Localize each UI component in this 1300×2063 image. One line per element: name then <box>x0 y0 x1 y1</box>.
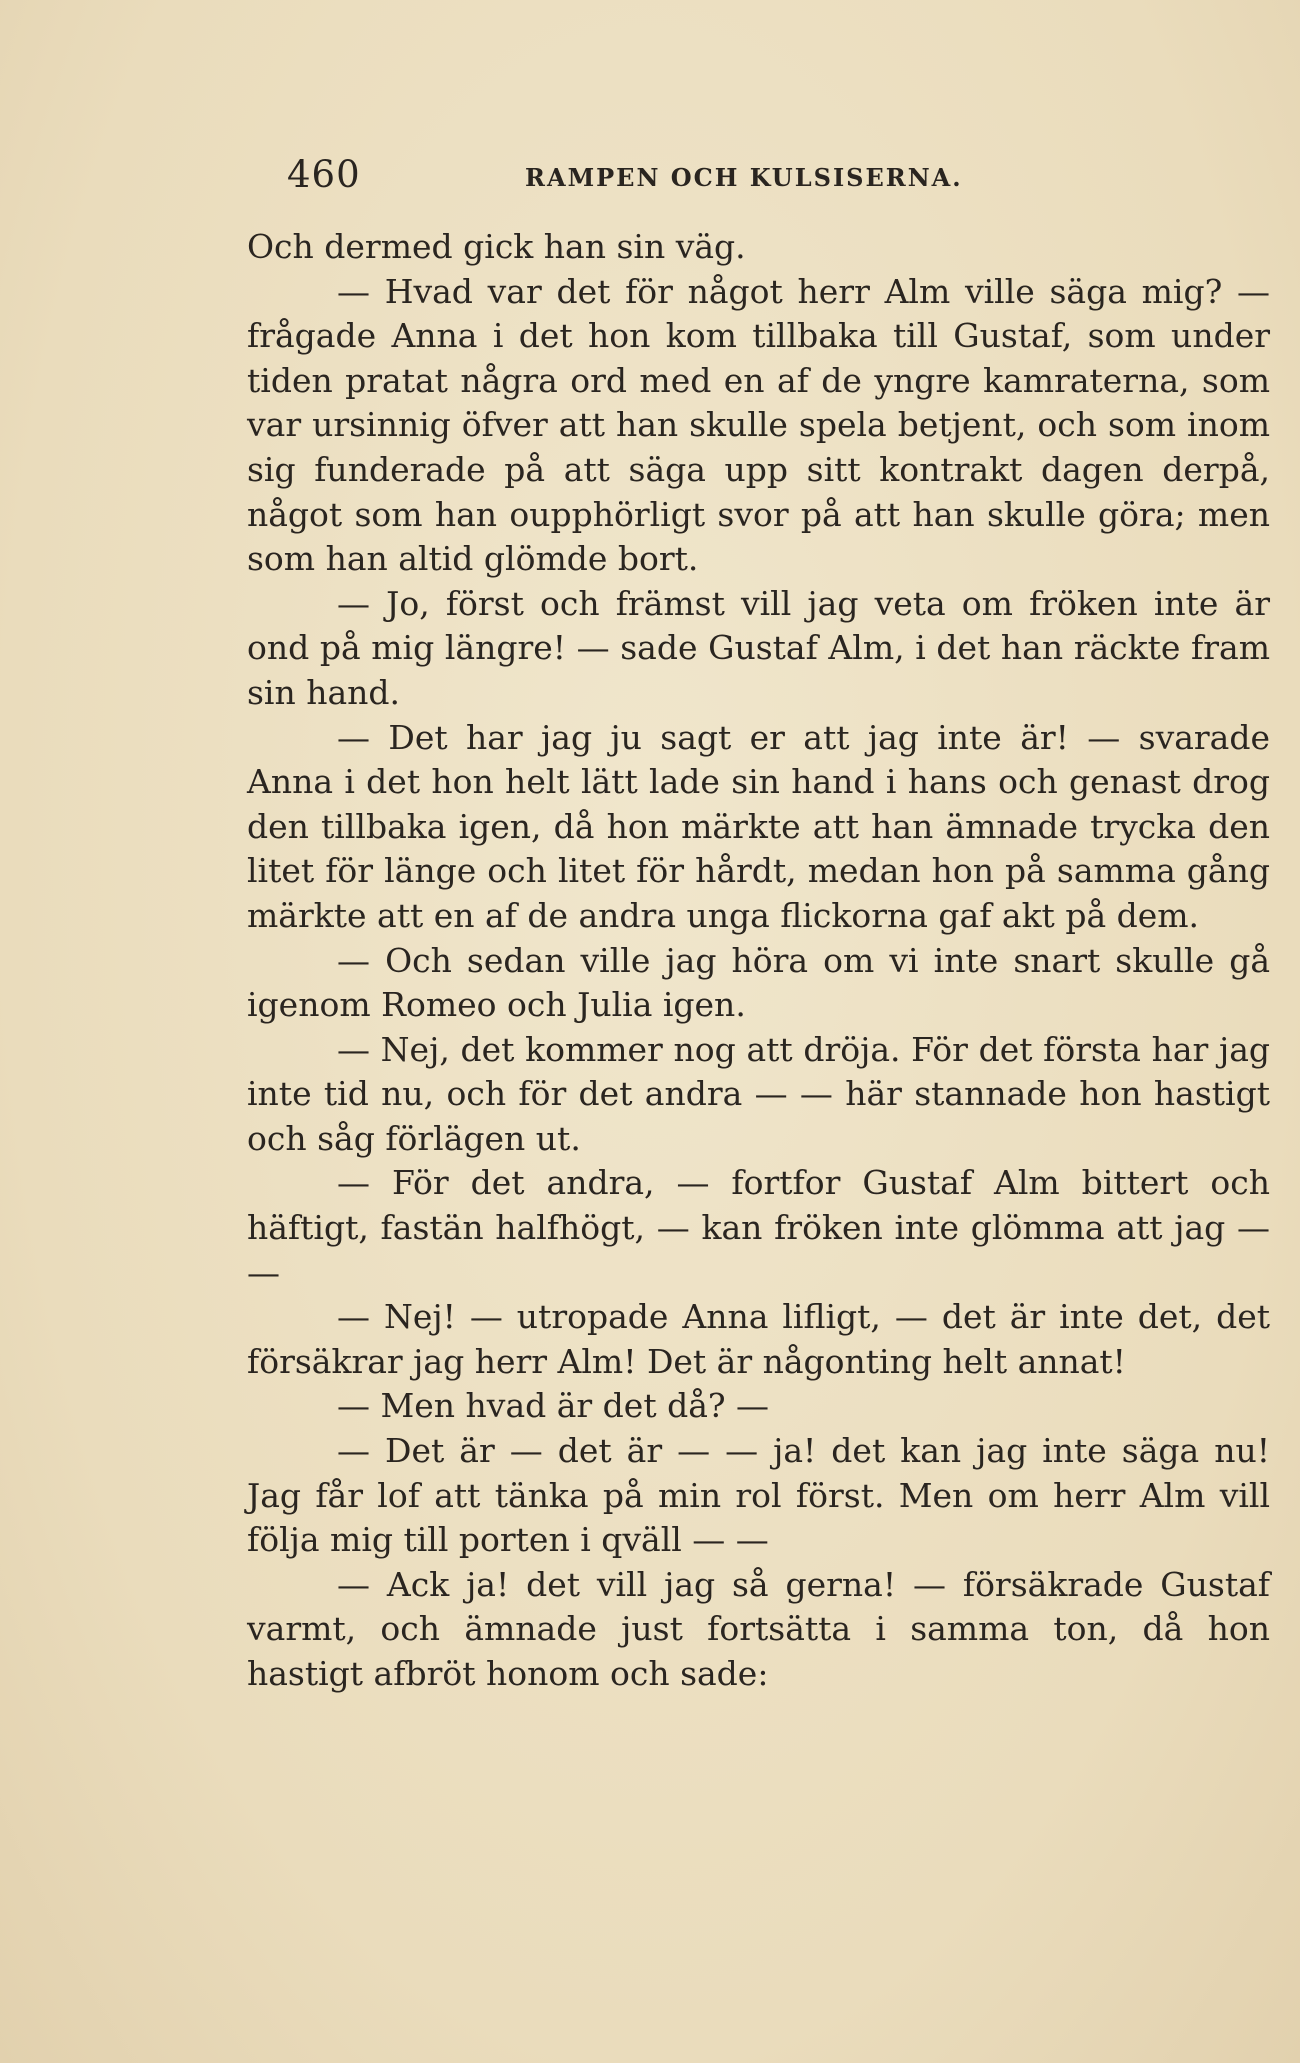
body-text <box>247 225 1270 1697</box>
paragraph: — Hvad var det för något herr Alm ville säga mig? — frågade Anna i det hon kom tillbaka till Gustaf, som under tiden pratat några ord med en af de yngre kamraterna, som var ursinnig öfver att han skulle spela betjent, och som inom sig funderade på att säga upp sitt kontrakt dagen derpå, något som han oupphörligt svor på att han skulle göra; men som han altid glömde bort. <box>247 271 1270 579</box>
paragraph: Och dermed gick han sin väg. <box>247 227 746 266</box>
page-number: 460 <box>287 153 361 196</box>
page-header <box>247 153 1270 203</box>
paragraph: — Och sedan ville jag höra om vi inte snart skulle gå igenom Romeo och Julia igen. <box>247 940 1270 1025</box>
paragraph: — Det har jag ju sagt er att jag inte är! — svarade Anna i det hon helt lätt lade sin hand i hans och genast drog den tillbaka igen, då hon märkte att han ämnade trycka den litet för länge och litet för hårdt, medan hon på samma gång märkte att en af de andra unga flickorna gaf akt på dem. <box>247 717 1270 935</box>
paragraph: — Men hvad är det då? — <box>337 1386 770 1426</box>
paragraph: — Nej! — utropade Anna lifligt, — det är inte det, det försäkrar jag herr Alm! Det är någonting helt annat! <box>247 1297 1270 1381</box>
paragraph: — Nej, det kommer nog att dröja. För det första har jag inte tid nu, och för det andra — — här stannade hon hastigt och såg förlägen ut. <box>247 1029 1270 1158</box>
paragraph: — Ack ja! det vill jag så gerna! — försäkrade Gustaf varmt, och ämnade just fortsätta i samma ton, då hon hastigt afbröt honom och sade: <box>247 1564 1270 1693</box>
paragraph: — Det är — det är — — ja! det kan jag inte säga nu! Jag får lof att tänka på min rol först. Men om herr Alm vill följa mig till porten i qväll — — <box>247 1431 1270 1560</box>
paragraph: — Jo, först och främst vill jag veta om fröken inte är ond på mig längre! — sade Gustaf Alm, i det han räckte fram sin hand. <box>247 583 1270 712</box>
paragraph: — För det andra, — fortfor Gustaf Alm bittert och häftigt, fastän halfhögt, — kan fröken inte glömma att jag — — <box>247 1163 1270 1292</box>
running-title: RAMPEN OCH KULSISERNA. <box>525 163 963 192</box>
